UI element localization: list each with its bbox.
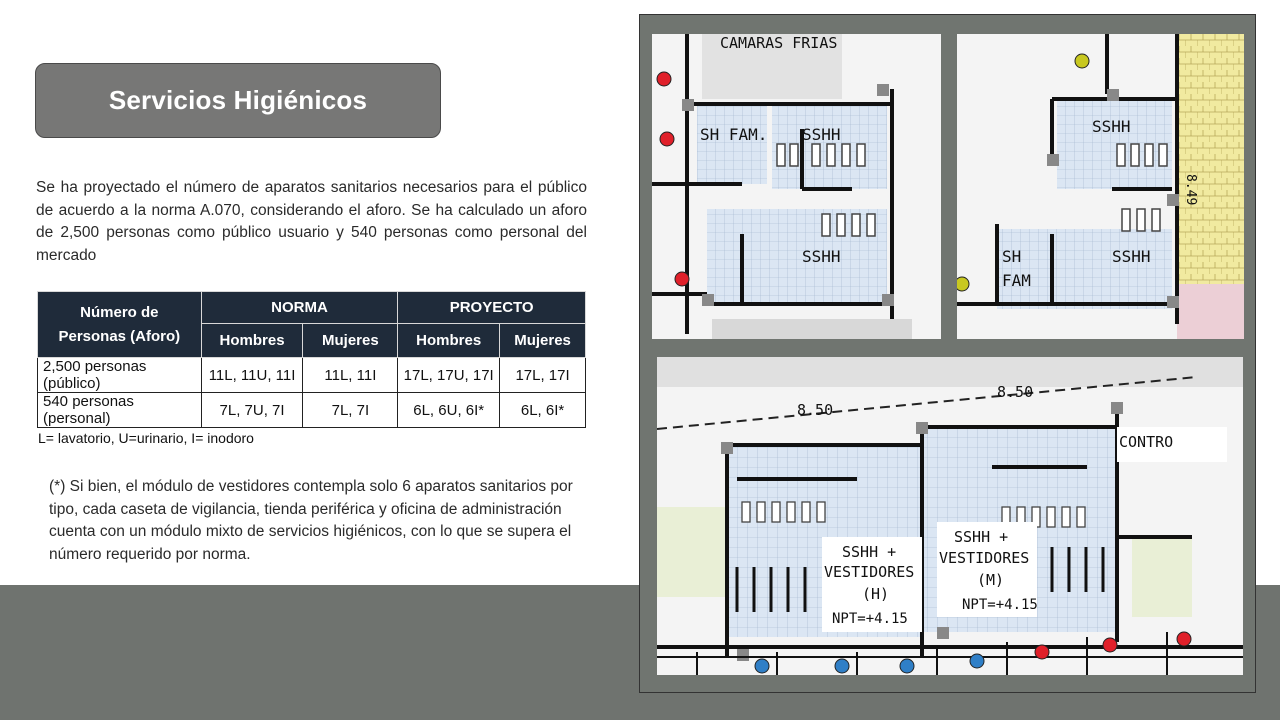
row-label: 540 personas (personal) — [38, 393, 202, 428]
footnote-paragraph: (*) Si bien, el módulo de vestidores contempla solo 6 aparatos sanitarios por tipo, cada caseta de vigilancia, tienda periférica y oficina de administración cuenta con un módulo mixto de servicios higiénicos, con lo que se supera el número requerido por norma. — [49, 478, 573, 563]
norma-hombres-header: Hombres — [201, 324, 303, 358]
plan3-m-line1: SSHH + — [954, 528, 1009, 546]
col-persons-header: Número de Personas (Aforo) — [38, 292, 202, 358]
cell-norma-hombres: 11L, 11U, 11I — [201, 358, 303, 393]
floor-plan-1 — [652, 34, 941, 339]
floor-plan-1-drawing — [652, 34, 941, 339]
cell-norma-mujeres: 11L, 11I — [303, 358, 398, 393]
table-header-row — [38, 292, 586, 324]
floor-plan-3-drawing — [657, 357, 1243, 675]
plan1-sh-fam-label: SH FAM. — [700, 125, 768, 144]
plan3-h-line1: SSHH + — [842, 543, 897, 561]
proyecto-header: PROYECTO — [398, 292, 586, 324]
plan3-control-label: CONTRO — [1119, 433, 1174, 451]
cell-proyecto-mujeres: 17L, 17I — [500, 358, 586, 393]
intro-paragraph: Se ha proyectado el número de aparatos sanitarios necesarios para el público de acuerdo a la norma A.070, considerando el aforo. Se ha calculado un aforo de 2,500 personas como público usuario y 540 personas como personal del mercado — [36, 179, 587, 264]
proyecto-mujeres-header: Mujeres — [500, 324, 586, 358]
slide-title: Servicios Higiénicos — [108, 85, 368, 115]
plan1-camaras-label: CAMARAS FRIAS — [720, 34, 838, 52]
plan3-m-npt: NPT=+4.15 — [962, 597, 1038, 613]
floor-plan-2-drawing — [957, 34, 1244, 339]
cell-norma-hombres: 7L, 7U, 7I — [201, 393, 303, 428]
fixtures-table — [37, 291, 586, 428]
plan3-dimension-b: 8.50 — [997, 383, 1034, 401]
plan3-h-line2: VESTIDORES — [824, 563, 915, 581]
plan2-sshh-label-a: SSHH — [1092, 117, 1131, 136]
plan1-sshh-label-a: SSHH — [802, 125, 841, 144]
plan2-sshh-label-b: SSHH — [1112, 247, 1151, 266]
norma-mujeres-header: Mujeres — [303, 324, 398, 358]
title-box — [35, 63, 441, 138]
floor-plans-frame — [639, 14, 1256, 693]
table-row — [38, 393, 586, 428]
table-row — [38, 358, 586, 393]
floor-plan-3 — [657, 357, 1243, 675]
plan2-sh-label: SH — [1002, 247, 1022, 266]
row-label: 2,500 personas (público) — [38, 358, 202, 393]
plan3-h-line3: (H) — [862, 585, 890, 603]
cell-proyecto-hombres: 6L, 6U, 6I* — [398, 393, 500, 428]
plan2-fam-label: FAM — [1002, 271, 1031, 290]
table-legend: L= lavatorio, U=urinario, I= inodoro — [38, 430, 254, 446]
cell-norma-mujeres: 7L, 7I — [303, 393, 398, 428]
plan3-m-line3: (M) — [977, 571, 1005, 589]
floor-plan-2 — [957, 34, 1244, 339]
plan3-dimension-a: 8.50 — [797, 401, 834, 419]
cell-proyecto-mujeres: 6L, 6I* — [500, 393, 586, 428]
plan1-sshh-label-b: SSHH — [802, 247, 841, 266]
plan3-h-npt: NPT=+4.15 — [832, 611, 908, 627]
plan3-m-line2: VESTIDORES — [939, 549, 1030, 567]
norma-header: NORMA — [201, 292, 398, 324]
cell-proyecto-hombres: 17L, 17U, 17I — [398, 358, 500, 393]
plan2-side-dimension: 8.49 — [1183, 174, 1198, 206]
proyecto-hombres-header: Hombres — [398, 324, 500, 358]
